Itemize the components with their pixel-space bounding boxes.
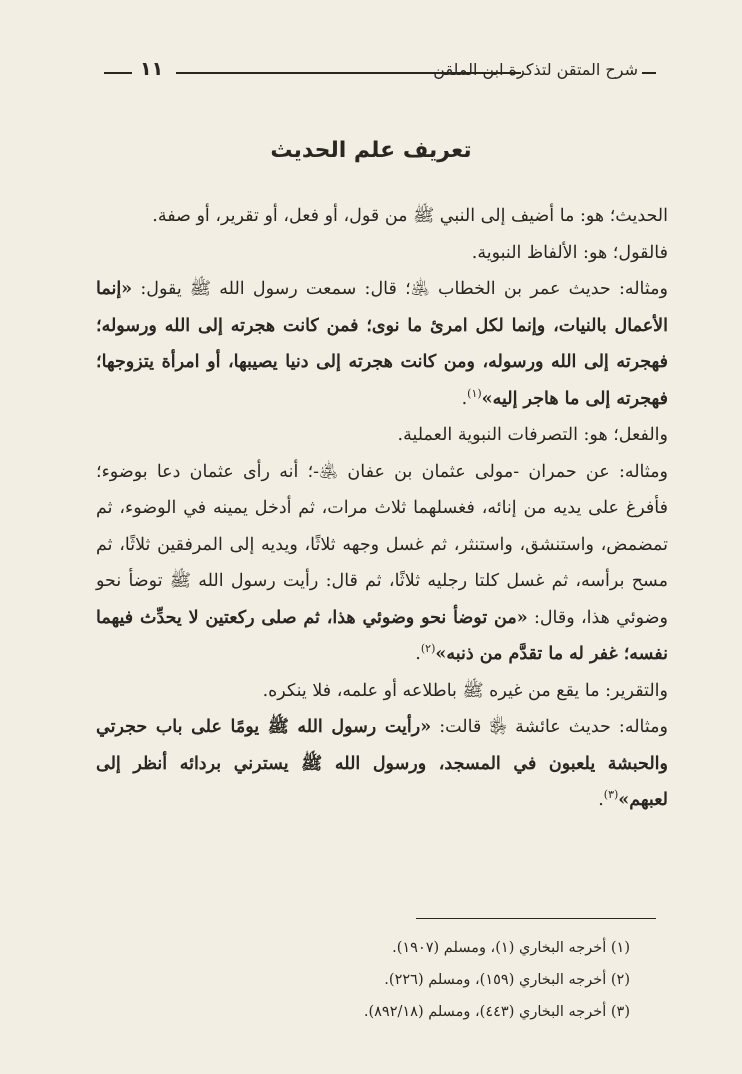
paragraph-qawl-example	[96, 271, 668, 417]
example-intro: ومثاله: حديث عمر بن الخطاب ﵁؛ قال: سمعت رسول الله ﷺ يقول:	[140, 279, 668, 299]
header-rule-right	[642, 72, 656, 74]
footnote-2: (٢) أخرجه البخاري (١٥٩)، ومسلم (٢٢٦).	[384, 972, 630, 988]
paragraph-qawl-definition: فالقول؛ هو: الألفاظ النبوية.	[471, 242, 668, 263]
paragraph-fil-example	[96, 454, 668, 673]
paragraph-taqrir-definition: والتقرير: ما يقع من غيره ﷺ باطلاعه أو علمه، فلا ينكره.	[262, 680, 668, 701]
footnote-separator	[416, 918, 656, 919]
header-rule-left	[104, 72, 132, 74]
period: .	[598, 790, 604, 810]
page-number: ١١	[140, 58, 164, 80]
paragraph-fil-definition: والفعل؛ هو: التصرفات النبوية العملية.	[397, 425, 668, 445]
body-text	[96, 198, 668, 819]
footnote-ref: (٣)	[603, 788, 619, 802]
hadith-text: «إنما الأعمال بالنيات، وإنما لكل امرئ ما نوى؛ فمن كانت هجرته إلى الله ورسوله؛ فهجرته إلى الله ورسوله، ومن كانت هجرته إلى دنيا يصيبها، أو امرأة يتزوجها؛ فهجرته إلى ما هاجر إليه»	[96, 279, 668, 409]
hadith-text: «من توضأ نحو وضوئي هذا، ثم صلى ركعتين لا يحدِّث فيهما نفسه؛ غفر له ما تقدَّم من ذنبه»	[96, 607, 668, 664]
running-head	[96, 58, 656, 86]
paragraph-taqrir-example	[96, 709, 668, 819]
running-head-title: شرح المتقن لتذكرة ابن الملقن	[433, 60, 638, 79]
footnote-ref: (١)	[467, 386, 482, 400]
footnotes	[130, 932, 630, 1028]
example-text: ومثاله: عن حمران -مولى عثمان بن عفان ﵁-؛ أنه رأى عثمان دعا بوضوء؛ فأفرغ على يديه من إنائه، فغسلهما ثلاث مرات، ثم أدخل يمينه في الوضوء، ثم تمضمض، واستنشق، واستنثر، ثم غسل وجهه ثلاثًا، ويديه إلى المرفقين ثلاثًا، ثم مسح برأسه، ثم غسل كلتا رجليه ثلاثًا، ثم قال: رأيت رسول الله ﷺ توضأ نحو وضوئي هذا، وقال:	[96, 461, 668, 628]
footnote-1: (١) أخرجه البخاري (١)، ومسلم (١٩٠٧).	[392, 940, 630, 956]
period: .	[461, 388, 468, 409]
example-intro: ومثاله: حديث عائشة ﵂ قالت:	[439, 717, 668, 737]
footnote-3: (٣) أخرجه البخاري (٤٤٣)، ومسلم (٨٩٢/١٨).	[363, 1004, 630, 1020]
hadith-text: «رأيت رسول الله ﷺ يومًا على باب حجرتي والحبشة يلعبون في المسجد، ورسول الله ﷺ يسترني بردائه أنظر إلى لعبهم»	[96, 717, 668, 810]
period: .	[415, 644, 421, 664]
footnote-ref: (٢)	[420, 642, 436, 656]
paragraph-hadith-definition: الحديث؛ هو: ما أضيف إلى النبي ﷺ من قول، أو فعل، أو تقرير، أو صفة.	[152, 206, 668, 226]
chapter-title: تعريف علم الحديث	[270, 138, 472, 163]
